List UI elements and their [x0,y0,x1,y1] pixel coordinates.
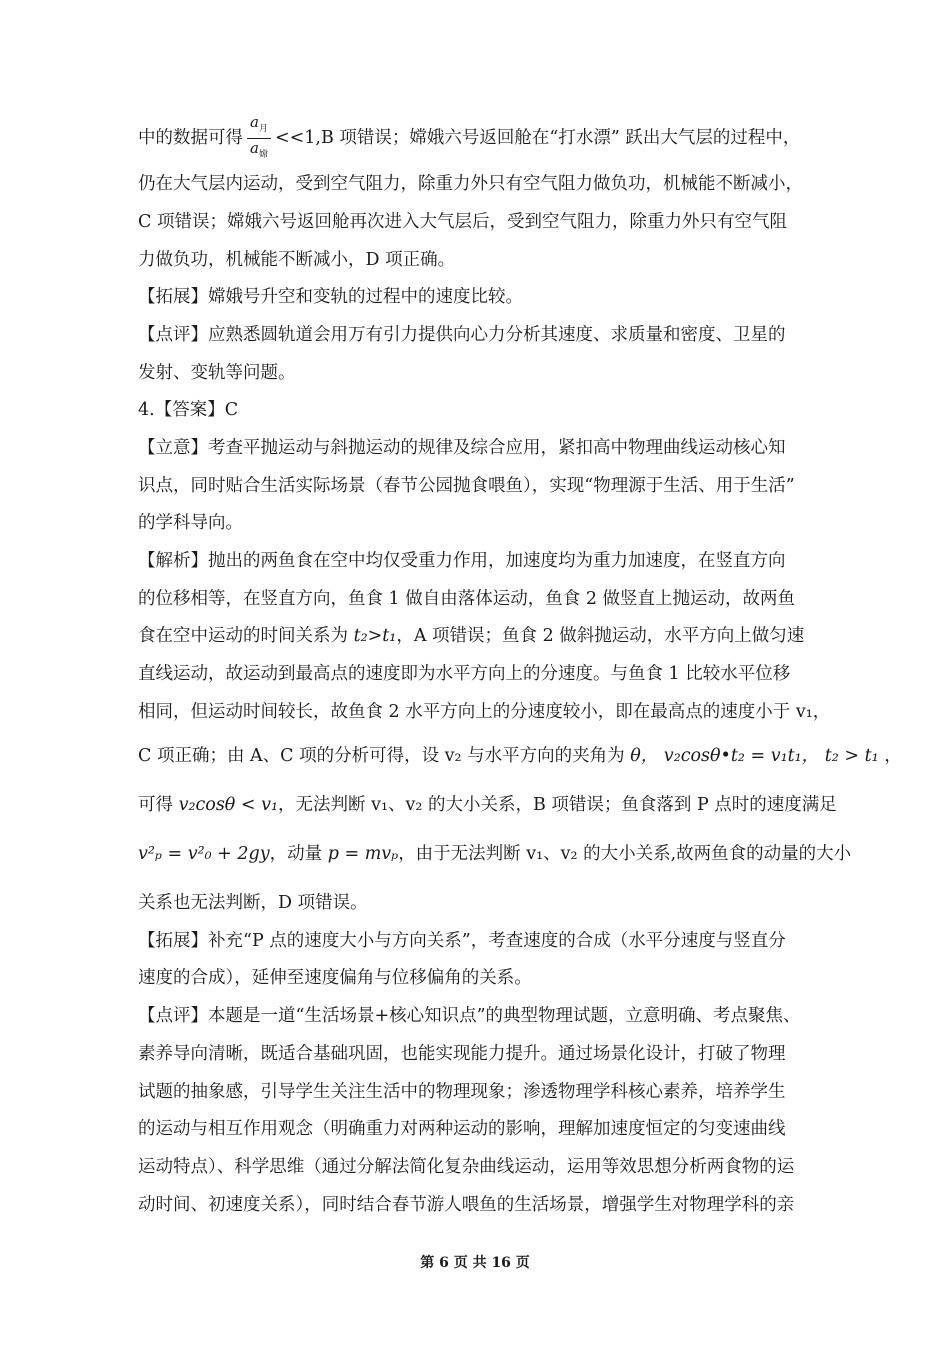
math-inline: v²ₚ = v²₀ + 2gy [138,844,270,864]
text-line: 的位移相等，在竖直方向，鱼食 1 做自由落体运动，鱼食 2 做竖直上抛运动，故两鱼 [138,589,796,609]
text-line: 发射、变轨等问题。 [138,363,296,383]
text-line: 的运动与相互作用观念（明确重力对两种运动的影响，理解加速度恒定的匀变速曲线 [138,1119,786,1139]
text-line: 【解析】抛出的两鱼食在空中均仅受重力作用，加速度均为重力加速度，在竖直方向 [138,551,786,571]
text-line: 【立意】考查平抛运动与斜抛运动的规律及综合应用，紧扣高中物理曲线运动核心知 [138,438,786,458]
text-line: 识点，同时贴合生活实际场景（春节公园抛食喂鱼），实现“物理源于生活、用于生活” [138,476,795,496]
text-line: 速度的合成），延伸至速度偏角与位移偏角的关系。 [138,968,532,988]
text-line: 食在空中运动的时间关系为 t₂>t₁，A 项错误；鱼食 2 做斜抛运动，水平方向上做匀速 [138,626,805,646]
page-number-footer: 第 6 页 共 16 页 [420,1255,530,1271]
answer-heading: 4.【答案】C [138,400,239,420]
text-line: 【点评】应熟悉圆轨道会用万有引力提供向心力分析其速度、求质量和密度、卫星的 [138,325,786,345]
text-line: 【点评】本题是一道“生活场景+核心知识点”的典型物理试题，立意明确、考点聚焦、 [138,1006,801,1026]
text-line: C 项错误；嫦娥六号返回舱再次进入大气层后，受到空气阻力，除重力外只有空气阻 [138,212,787,232]
text-line: C 项正确；由 A、C 项的分析可得，设 v₂ 与水平方向的夹角为 θ， v₂cosθ•t₂ = v₁t₁， t₂ > t₁ ， [138,746,902,766]
text-line: 中的数据可得 $\frac{a_月}{a_嫦}$ <<1,B 项错误；嫦娥六号返回舱在“打水漂” 跃出大气层的过程中， [138,113,860,164]
text-line: 可得 v₂cosθ < v₁，无法判断 v₁、v₂ 的大小关系，B 项错误；鱼食落到 P 点时的速度满足 [138,795,837,815]
text-line: 动时间、初速度关系），同时结合春节游人喂鱼的生活场景，增强学生对物理学科的亲 [138,1195,795,1215]
text-line: v²ₚ = v²₀ + 2gy，动量 p = mvₚ，由于无法判断 v₁、v₂ 的大小关系,故两鱼食的动量的大小 [138,844,852,864]
text-line: 直线运动，故运动到最高点的速度即为水平方向上的分速度。与鱼食 1 比较水平位移 [138,664,791,684]
math-inline: p = mvₚ [327,844,399,864]
fraction-a-moon-over-a-change: $\frac{a_月}{a_嫦}$ [247,113,271,164]
text-line: 素养导向清晰，既适合基础巩固，也能实现能力提升。通过场景化设计，打破了物理 [138,1044,786,1064]
text-line: 的学科导向。 [138,513,243,533]
math-inline: t₂>t₁ [353,626,397,646]
text-line: 运动特点）、科学思维（通过分解法简化复杂曲线运动，运用等效思想分析两食物的运 [138,1157,795,1177]
math-inline: v₂cosθ < v₁ [178,795,279,815]
text-line: 【拓展】补充“P 点的速度大小与方向关系”，考查速度的合成（水平分速度与竖直分 [138,931,786,951]
text-line: 力做负功，机械能不断减小，D 项正确。 [138,250,456,270]
text-line: 【拓展】嫦娥号升空和变轨的过程中的速度比较。 [138,287,523,307]
text-line: 仍在大气层内运动，受到空气阻力，除重力外只有空气阻力做负功，机械能不断减小， [138,174,803,194]
text-line: 相同，但运动时间较长，故鱼食 2 水平方向上的分速度较小，即在最高点的速度小于 v₁， [138,702,831,722]
text-line: 关系也无法判断，D 项错误。 [138,893,368,913]
text-line: 试题的抽象感，引导学生关注生活中的物理现象；渗透物理学科核心素养，培养学生 [138,1082,786,1102]
math-inline: θ， v₂cosθ•t₂ = v₁t₁， t₂ > t₁ [630,746,879,766]
